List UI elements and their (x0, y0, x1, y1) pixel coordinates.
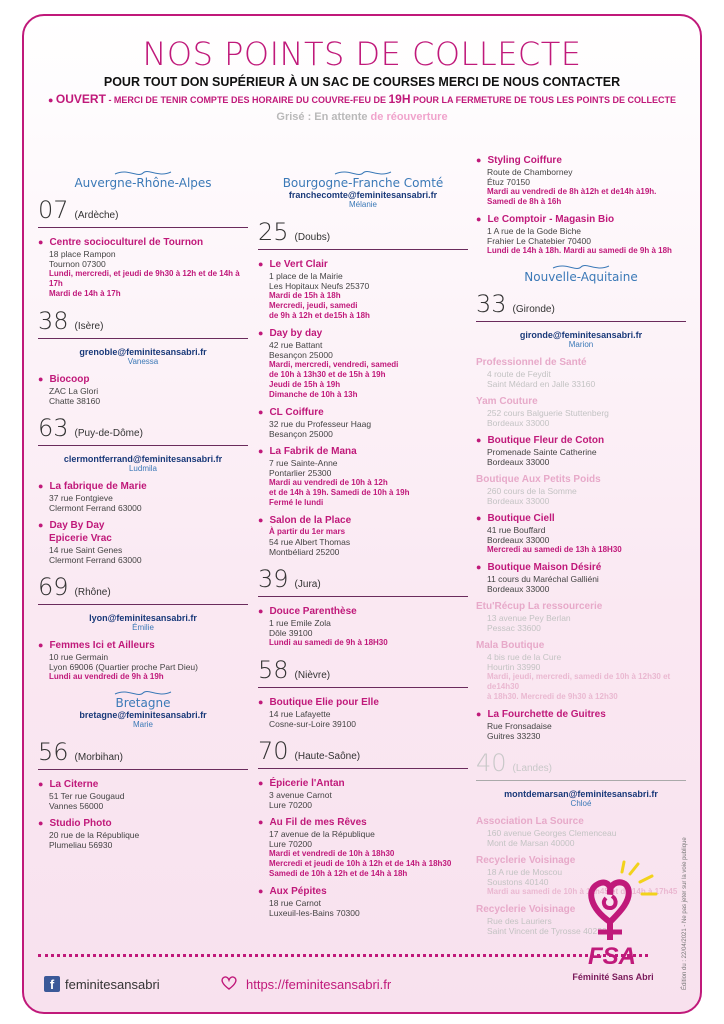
shop-city: Saint Vincent de Tyrosse 40230 (487, 926, 607, 936)
edition-text: Édition du : 22/04/2021 - Ne pas jeter sur la voie publique (682, 837, 688, 990)
region-name: Bourgogne-Franche Comté (282, 176, 444, 190)
shop-city: Bordeaux 33000 (487, 496, 550, 506)
contact-person: Vanessa (127, 357, 159, 366)
logo-text: FSA (588, 943, 636, 970)
shop-hours: et de 14h à 19h. Samedi de 10h à 19h (269, 488, 410, 497)
legend-grey-text: Grisé : En attente (276, 111, 368, 123)
shop-city: Bordeaux 33000 (487, 457, 550, 467)
region-nouvelle-aquitaine (476, 262, 686, 282)
dept-25 (258, 216, 468, 250)
shop-address: 18 place Rampon (49, 249, 116, 259)
dept-name: (Rhône) (74, 587, 111, 598)
shop-douce-parenthese (258, 605, 468, 648)
notice-end: POUR LA FERMETURE DE TOUS LES POINTS DE COLLECTE (413, 95, 677, 105)
column-2 (258, 164, 468, 924)
shop-name: ● Au Fil de mes Rêves (258, 816, 468, 829)
dept-33 (476, 288, 686, 322)
shop-hours: Lundi de 14h à 18h. Mardi au samedi de 9h à 18h (487, 246, 672, 255)
shop-city: Clermont Ferrand 63000 (49, 555, 142, 565)
shop-address: 14 rue Lafayette (269, 709, 331, 719)
shop-name: ● Day By Day (38, 519, 248, 532)
shop-city: Plumeliau 56930 (49, 840, 113, 850)
shop-name: ● La fabrique de Marie (38, 480, 248, 493)
dept-58 (258, 654, 468, 688)
shop-hours: À partir du 1er mars (269, 527, 346, 536)
notice-text: - MERCI DE TENIR COMPTE DES HORAIRE DU COUVRE-FEU DE (108, 95, 386, 105)
shop-hours: Mardi au samedi de 10h à 12h45 et de 14h à 17h45 (487, 887, 678, 896)
shop-hours: Mardi de 14h à 17h (49, 289, 121, 298)
shop-hours: Mardi et vendredi de 10h à 18h30 (269, 849, 395, 858)
shop-address: 160 avenue Georges Clemenceau (487, 828, 617, 838)
contact-email[interactable]: gironde@feminitesansabri.fr (519, 330, 643, 340)
shop-name: ● Day by day (258, 327, 468, 340)
shop-hours: Mardi au vendredi de 10h à 12h (269, 478, 388, 487)
shop-name: ● Le Comptoir - Magasin Bio (476, 213, 686, 226)
dept-07 (38, 194, 248, 228)
shop-address: Promenade Sainte Catherine (487, 447, 597, 457)
shop-epicerie-antan (258, 777, 468, 810)
shop-name: Association La Source (476, 816, 584, 827)
dept-40 (476, 747, 686, 781)
shop-hours: Lundi au vendredi de 9h à 19h (49, 672, 164, 681)
shop-address: 10 rue Germain (49, 652, 109, 662)
contact-person: Marie (132, 720, 153, 729)
grey-legend (24, 109, 700, 125)
shop-address: 252 cours Balguerie Stuttenberg (487, 408, 609, 418)
contact-email[interactable]: lyon@feminitesansabri.fr (89, 613, 197, 623)
dept-56 (38, 736, 248, 770)
shop-day-by-day-clermont (38, 519, 248, 565)
shop-name: Yam Couture (476, 396, 538, 407)
shop-city: Vannes 56000 (49, 801, 104, 811)
shop-address: 13 avenue Pey Berlan (487, 613, 571, 623)
region-bourgogne (258, 168, 468, 188)
shop-address: 3 avenue Carnot (269, 790, 332, 800)
shop-city: Cosne-sur-Loire 39100 (269, 719, 356, 729)
shop-city: Étuz 70150 (487, 177, 531, 187)
dept-number: 69 (38, 573, 69, 601)
shop-yam-couture (476, 395, 686, 428)
shop-elie-pour-elle (258, 696, 468, 729)
shop-city: Lure 70200 (269, 839, 313, 849)
shop-subname: Epicerie Vrac (49, 533, 112, 544)
shop-name: ● Salon de la Place (258, 514, 468, 527)
shop-name: ● Styling Coiffure (476, 154, 686, 167)
dept-name: (Morbihan) (74, 752, 123, 763)
shop-address: 14 rue Saint Genes (49, 545, 123, 555)
shop-name: ● Boutique Elie pour Elle (258, 696, 468, 709)
shop-name: ● La Fourchette de Guitres (476, 708, 686, 721)
shop-name: Professionnel de Santé (476, 357, 587, 368)
shop-address: 42 rue Battant (269, 340, 323, 350)
shop-city: Bordeaux 33000 (487, 418, 550, 428)
shop-fleur-coton (476, 434, 686, 467)
shop-fil-reves (258, 816, 468, 879)
dept-number: 58 (258, 656, 289, 684)
shop-address: 20 rue de la République (49, 830, 140, 840)
edition-note (680, 837, 694, 990)
dept-name: (Haute-Saône) (294, 751, 361, 762)
shop-address: 11 cours du Maréchal Galliéni (487, 574, 599, 584)
shop-fourchette-guitres (476, 708, 686, 741)
shop-city: Saint Médard en Jalle 33160 (487, 379, 596, 389)
dept-69 (38, 571, 248, 605)
shop-city: Lyon 69006 (Quartier proche Part Dieu) (49, 662, 198, 672)
shop-hours: Mardi, mercredi, vendredi, samedi (269, 360, 399, 369)
dept-39 (258, 563, 468, 597)
contact-person: Émilie (132, 623, 154, 632)
shop-name: ● Centre socioculturel de Tournon (38, 236, 248, 249)
shop-name: ● Épicerie l'Antan (258, 777, 468, 790)
region-name: Bretagne (115, 696, 171, 710)
notice-hour: 19H (388, 92, 411, 106)
dept-number: 07 (38, 196, 69, 224)
shop-mala-boutique (476, 639, 686, 702)
shop-city: Hourtin 33990 (487, 662, 541, 672)
shop-address: 32 rue du Professeur Haag (269, 419, 372, 429)
shop-city: Frahier Le Chatebier 70400 (487, 236, 591, 246)
shop-city: Montbéliard 25200 (269, 547, 340, 557)
shop-city: Lure 70200 (269, 800, 313, 810)
shop-hours: Mardi, jeudi, mercredi, samedi de 10h à 12h30 et de14h30 (487, 672, 671, 691)
contact-email[interactable]: franchecomte@feminitesansabri.fr (288, 190, 438, 200)
fsa-logo (552, 860, 672, 992)
shop-city: Guitres 33230 (487, 731, 541, 741)
shop-hours: de 10h à 13h30 et de 15h à 19h (269, 370, 386, 379)
dept-38 (38, 305, 248, 339)
contact-email[interactable]: grenoble@feminitesansabri.fr (79, 347, 207, 357)
open-label: OUVERT (55, 92, 106, 106)
contact-email[interactable]: montdemarsan@feminitesansabri.fr (504, 789, 658, 799)
shop-aux-petits-poids (476, 473, 686, 506)
shop-hours: Lundi, mercredi, et jeudi de 9h30 à 12h et de 14h à 17h (49, 269, 240, 288)
shop-address: 17 avenue de la République (269, 829, 375, 839)
facebook-link[interactable] (44, 976, 160, 992)
dept-number: 33 (476, 290, 507, 318)
shop-maison-desire (476, 561, 686, 594)
shop-name: ● Aux Pépites (258, 885, 468, 898)
dept-number: 40 (476, 749, 507, 777)
dept-name: (Doubs) (294, 232, 331, 243)
shop-name: ● Le Vert Clair (258, 258, 468, 271)
shop-address: 41 rue Bouffard (487, 525, 546, 535)
shop-studio-photo (38, 817, 248, 850)
shop-aux-pepites (258, 885, 468, 918)
column-3 (476, 148, 686, 942)
shop-name: ● Biocoop (38, 373, 248, 386)
shop-name: ● Boutique Maison Désiré (476, 561, 686, 574)
shop-hours: de 9h à 12h et de15h à 18h (269, 311, 370, 320)
shop-city: Luxeuil-les-Bains 70300 (269, 908, 360, 918)
facebook-icon: f (44, 976, 60, 992)
shop-hours: Mercredi au samedi de 13h à 18H30 (487, 545, 622, 554)
dept-name: (Ardèche) (74, 210, 119, 221)
shop-hours: Fermé le lundi (269, 498, 324, 507)
shop-hours: Mercredi, jeudi, samedi (269, 301, 358, 310)
contact-person: Mélanie (348, 200, 377, 209)
shop-hours: à 18h30. Mercredi de 9h30 à 12h30 (487, 692, 618, 701)
shop-address: 51 Ter rue Gougaud (49, 791, 125, 801)
shop-name: Recyclerie Voisinage (476, 904, 576, 915)
shop-name: Recyclerie Voisinage (476, 855, 576, 866)
shop-styling-coiffure (476, 154, 686, 207)
contact-email[interactable]: clermontferrand@feminitesansabri.fr (63, 454, 223, 464)
shop-hours: Mardi au vendredi de 8h à12h et de14h à19h. (487, 187, 657, 196)
region-auvergne (38, 168, 248, 188)
dept-70 (258, 735, 468, 769)
shop-hours: Lundi au samedi de 9h à 18H30 (269, 638, 388, 647)
shop-ciell (476, 512, 686, 555)
shop-city: Mont de Marsan 40000 (487, 838, 575, 848)
column-1 (38, 164, 248, 856)
shop-city: Besançon 25000 (269, 429, 333, 439)
shop-name: ● Douce Parenthèse (258, 605, 468, 618)
dept-number: 39 (258, 565, 289, 593)
shop-city: Bordeaux 33000 (487, 584, 550, 594)
website-url: https://feminitesansabri.fr (246, 977, 392, 992)
shop-address: 7 rue Sainte-Anne (269, 458, 338, 468)
brand-name: Féminité Sans Abri (572, 972, 654, 982)
fsa-logo-icon (552, 860, 672, 970)
dept-name: (Landes) (512, 763, 553, 774)
shop-address: 4 bis rue de la Cure (487, 652, 562, 662)
shop-association-la-source (476, 815, 686, 848)
shop-city: Les Hopitaux Neufs 25370 (269, 281, 370, 291)
region-bretagne (38, 688, 248, 708)
dept-number: 63 (38, 414, 69, 442)
shop-vert-clair (258, 258, 468, 321)
shop-name: ● La Fabrik de Mana (258, 445, 468, 458)
contact-person: Chloé (570, 799, 592, 808)
shop-address: ZAC La Glori (49, 386, 99, 396)
shop-la-citerne (38, 778, 248, 811)
legend-pink-text: de réouverture (370, 111, 448, 123)
open-notice (24, 92, 700, 107)
shop-address: 54 rue Albert Thomas (269, 537, 351, 547)
dept-number: 38 (38, 307, 69, 335)
shop-centre-tournon (38, 236, 248, 299)
shop-name: Mala Boutique (476, 640, 545, 651)
shop-name: ● Studio Photo (38, 817, 248, 830)
shop-city: Tournon 07300 (49, 259, 106, 269)
shop-etu-recup (476, 600, 686, 633)
shop-day-by-day-besancon (258, 327, 468, 400)
shop-fabrique-marie (38, 480, 248, 513)
shop-name: Etu'Récup La ressourcerie (476, 601, 603, 612)
shop-address: 37 rue Fontgieve (49, 493, 113, 503)
shop-hours: Mardi de 15h à 18h (269, 291, 341, 300)
shop-hours: Dimanche de 10h à 13h (269, 390, 358, 399)
shop-address: Rue des Lauriers (487, 916, 552, 926)
shop-address: 4 route de Feydit (487, 369, 551, 379)
shop-name: Boutique Aux Petits Poids (476, 474, 601, 485)
facebook-handle: feminitesansabri (65, 976, 160, 992)
shop-femmes-ici-ailleurs (38, 639, 248, 682)
shop-city: Clermont Ferrand 63000 (49, 503, 142, 513)
shop-name: ● Femmes Ici et Ailleurs (38, 639, 248, 652)
shop-address: 1 rue Emile Zola (269, 618, 331, 628)
contact-person: Marion (568, 340, 594, 349)
shop-hours: Samedi de 10h à 12h et de 14h à 18h (269, 869, 408, 878)
shop-name: ● Boutique Ciell (476, 512, 686, 525)
region-name: Nouvelle-Aquitaine (524, 270, 638, 284)
shop-address: 18 rue Carnot (269, 898, 321, 908)
dept-name: (Isère) (74, 321, 104, 332)
shop-address: 260 cours de la Somme (487, 486, 577, 496)
shop-city: Besançon 25000 (269, 350, 333, 360)
dept-name: (Jura) (294, 579, 321, 590)
dept-name: (Puy-de-Dôme) (74, 428, 143, 439)
shop-address: 1 place de la Mairie (269, 271, 343, 281)
shop-hours: Samedi de 8h à 16h (487, 197, 562, 206)
shop-name: ● CL Coiffure (258, 406, 468, 419)
dept-number: 56 (38, 738, 69, 766)
shop-address: Route de Chamborney (487, 167, 573, 177)
shop-address: 1 A rue de la Gode Biche (487, 226, 582, 236)
heart-icon (220, 976, 238, 993)
contact-email[interactable]: bretagne@feminitesansabri.fr (79, 710, 207, 720)
shop-fabrik-mana (258, 445, 468, 508)
contact-person: Ludmila (128, 464, 157, 473)
shop-city: Dôle 39100 (269, 628, 313, 638)
shop-professionnel-sante (476, 356, 686, 389)
dept-number: 25 (258, 218, 289, 246)
dept-number: 70 (258, 737, 289, 765)
dept-name: (Nièvre) (294, 670, 331, 681)
shop-biocoop (38, 373, 248, 406)
page-subtitle: POUR TOUT DON SUPÉRIEUR À UN SAC DE COURSES MERCI DE NOUS CONTACTER (103, 75, 621, 89)
shop-cl-coiffure (258, 406, 468, 439)
shop-city: Pessac 33600 (487, 623, 541, 633)
shop-name: ● Boutique Fleur de Coton (476, 434, 686, 447)
shop-city: Chatte 38160 (49, 396, 101, 406)
shop-salon-place (258, 514, 468, 557)
website-link[interactable] (220, 976, 391, 993)
shop-city: Soustons 40140 (487, 877, 549, 887)
dept-name: (Gironde) (512, 304, 555, 315)
region-name: Auvergne-Rhône-Alpes (74, 176, 212, 190)
page-title: NOS POINTS DE COLLECTE (142, 35, 582, 73)
shop-city: Pontarlier 25300 (269, 468, 332, 478)
bullet-icon: ● (47, 95, 54, 105)
header (24, 34, 700, 125)
shop-comptoir-bio (476, 213, 686, 256)
shop-address: 18 A rue de Moscou (487, 867, 563, 877)
shop-name: ● La Citerne (38, 778, 248, 791)
shop-hours: Mercredi et jeudi de 10h à 12h et de 14h à 18h30 (269, 859, 452, 868)
dept-63 (38, 412, 248, 446)
shop-city: Bordeaux 33000 (487, 535, 550, 545)
shop-hours: Jeudi de 15h à 19h (269, 380, 341, 389)
shop-address: Rue Fronsadaise (487, 721, 552, 731)
